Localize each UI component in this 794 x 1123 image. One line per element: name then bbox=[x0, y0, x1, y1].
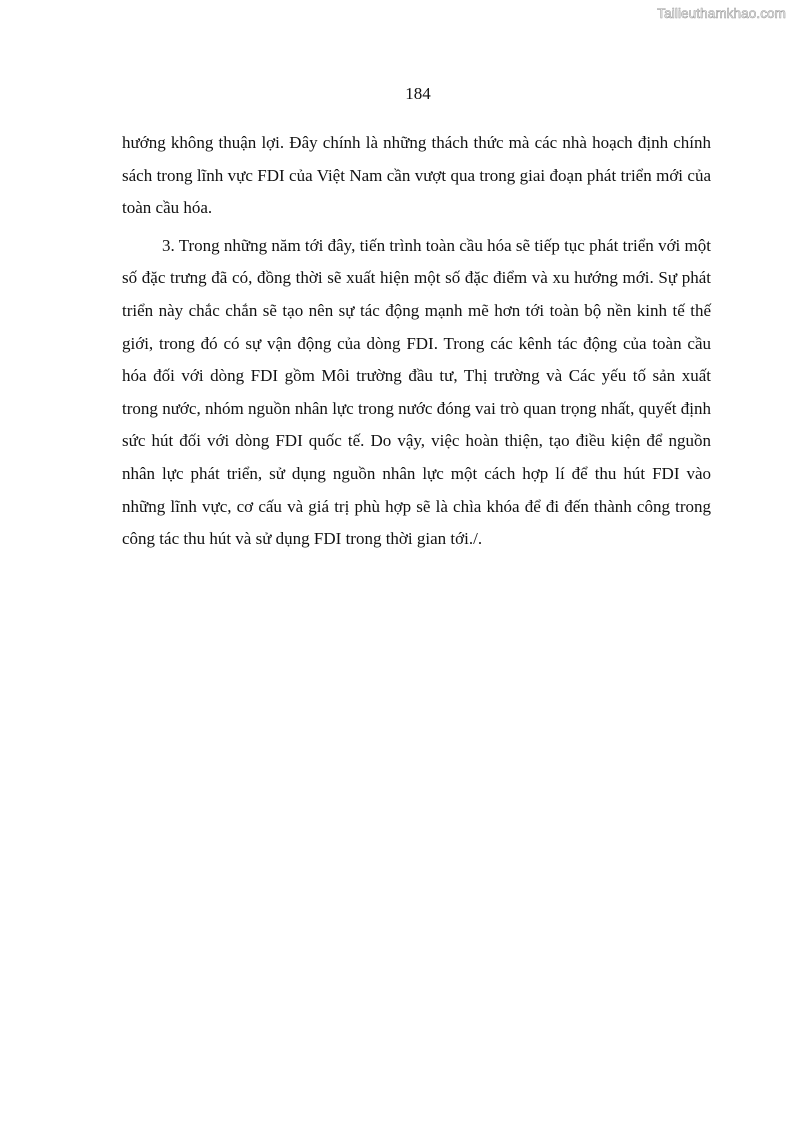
watermark: Tailieuthamkhao.com bbox=[657, 6, 786, 21]
paragraph-conclusion-3: 3. Trong những năm tới đây, tiến trình toàn cầu hóa sẽ tiếp tục phát triển với một số đặc trưng đã có, đồng thời sẽ xuất hiện một số đặc điểm và xu hướng mới. Sự phát triển này chắc chắn sẽ tạo nên sự tác động mạnh mẽ hơn tới toàn bộ nền kinh tế thế giới, trong đó có sự vận động của dòng FDI. Trong các kênh tác động của toàn cầu hóa đối với dòng FDI gồm Môi trường đầu tư, Thị trường và Các yếu tố sản xuất trong nước, nhóm nguồn nhân lực trong nước đóng vai trò quan trọng nhất, quyết định sức hút đối với dòng FDI quốc tế. Do vậy, việc hoàn thiện, tạo điều kiện để nguồn nhân lực phát triển, sử dụng nguồn nhân lực một cách hợp lí để thu hút FDI vào những lĩnh vực, cơ cấu và giá trị phù hợp sẽ là chìa khóa để đi đến thành công trong công tác thu hút và sử dụng FDI trong thời gian tới./. bbox=[122, 235, 711, 549]
page-number: 184 bbox=[405, 84, 431, 103]
document-body bbox=[122, 127, 711, 561]
paragraph-continuation: hướng không thuận lợi. Đây chính là những thách thức mà các nhà hoạch định chính sách trong lĩnh vực FDI của Việt Nam cần vượt qua trong giai đoạn phát triển mới của toàn cầu hóa. bbox=[122, 133, 711, 218]
